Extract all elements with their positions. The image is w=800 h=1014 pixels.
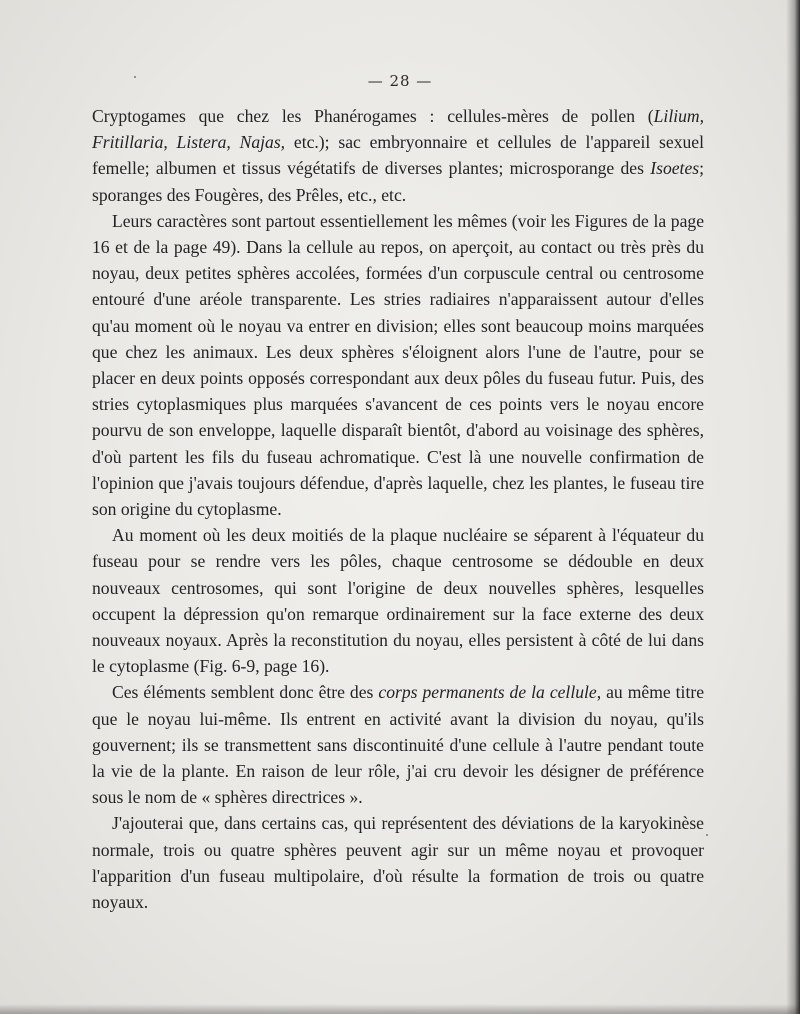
italic-run: Lilium, Fritillaria, Listera, Najas,: [92, 106, 704, 153]
paragraph-5: [92, 810, 704, 915]
page-edge-shadow: [786, 0, 800, 1014]
text-run: Au moment où les deux moitiés de la plaque nucléaire se séparent à l'équateur du fuseau pour se rendre vers les pôles, chaque centrosome se dédouble en deux nouveaux centrosomes, qui sont l'origine de deux nouvelles sphères, lesquelles occupent la dépression qu'on remarque ordinairement sur la face externe des deux nouveaux noyaux. Après la reconstitution du noyau, elles persistent à côté de lui dans le cytoplasme (Fig. 6-9, page 16).: [92, 525, 704, 677]
italic-run: corps permanents de la cellule: [378, 682, 597, 703]
italic-run: Isoetes: [650, 158, 700, 179]
paragraph-1: [92, 103, 704, 208]
text-run: etc.); sac embryonnaire et cellules de l'appareil sexuel femelle; albumen et tissus végétatifs de diverses plantes; microsporange des: [92, 132, 704, 179]
text-run: J'ajouterai que, dans certains cas, qui représentent des déviations de la karyokinèse normale, trois ou quatre sphères peuvent agir sur un même noyau et provoquer l'apparition d'un fuseau multipolaire, d'où résulte la formation de trois ou quatre noyaux.: [92, 813, 704, 913]
text-run: Leurs caractères sont partout essentiellement les mêmes (voir les Figures de la page 16 et de la page 49). Dans la cellule au repos, on aperçoit, au contact ou très près du noyau, deux petites sphères accolées, formées d'un corpuscule central ou centrosome entouré d'une aréole transparente. Les stries radiaires n'apparaissent autour d'elles qu'au moment où le noyau va entrer en division; elles sont beaucoup moins marquées que chez les animaux. Les deux sphères s'éloignent alors l'une de l'autre, pour se placer en deux points opposés correspondant aux deux pôles du fuseau futur. Puis, des stries cytoplasmiques plus marquées s'avancent de ces points vers le noyau encore pourvu de son enveloppe, laquelle disparaît bientôt, d'abord au voisinage des sphères, d'où partent les fils du fuseau achromatique. C'est là une nouvelle confirmation de l'opinion que j'avais toujours défendue, d'après laquelle, chez les plantes, le fuseau tire son origine du cytoplasme.: [92, 210, 704, 520]
paragraph-3: [92, 522, 704, 679]
paper-speck: [134, 76, 136, 78]
page-edge-shadow: [0, 1004, 800, 1014]
page-number: — 28 —: [367, 72, 433, 90]
paragraph-2: [92, 208, 704, 522]
paragraph-4: [92, 679, 704, 810]
paper-speck: [706, 834, 708, 836]
text-run: Cryptogames que chez les Phanérogames : cellules-mères de pollen (: [92, 106, 654, 126]
text-run: Ces éléments semblent donc être des: [112, 682, 379, 703]
text-run: ; sporanges des Fougères, des Prêles, etc., etc.: [92, 158, 704, 205]
body-text: [92, 103, 704, 915]
text-run: , au même titre que le noyau lui-même. Ils entrent en activité avant la division du noyau, qu'ils gouvernent; ils se transmettent sans discontinuité d'une cellule à l'autre pendant toute la vie de la plante. En raison de leur rôle, j'ai cru devoir les désigner de préférence sous le nom de « sphères directrices ».: [92, 682, 705, 808]
